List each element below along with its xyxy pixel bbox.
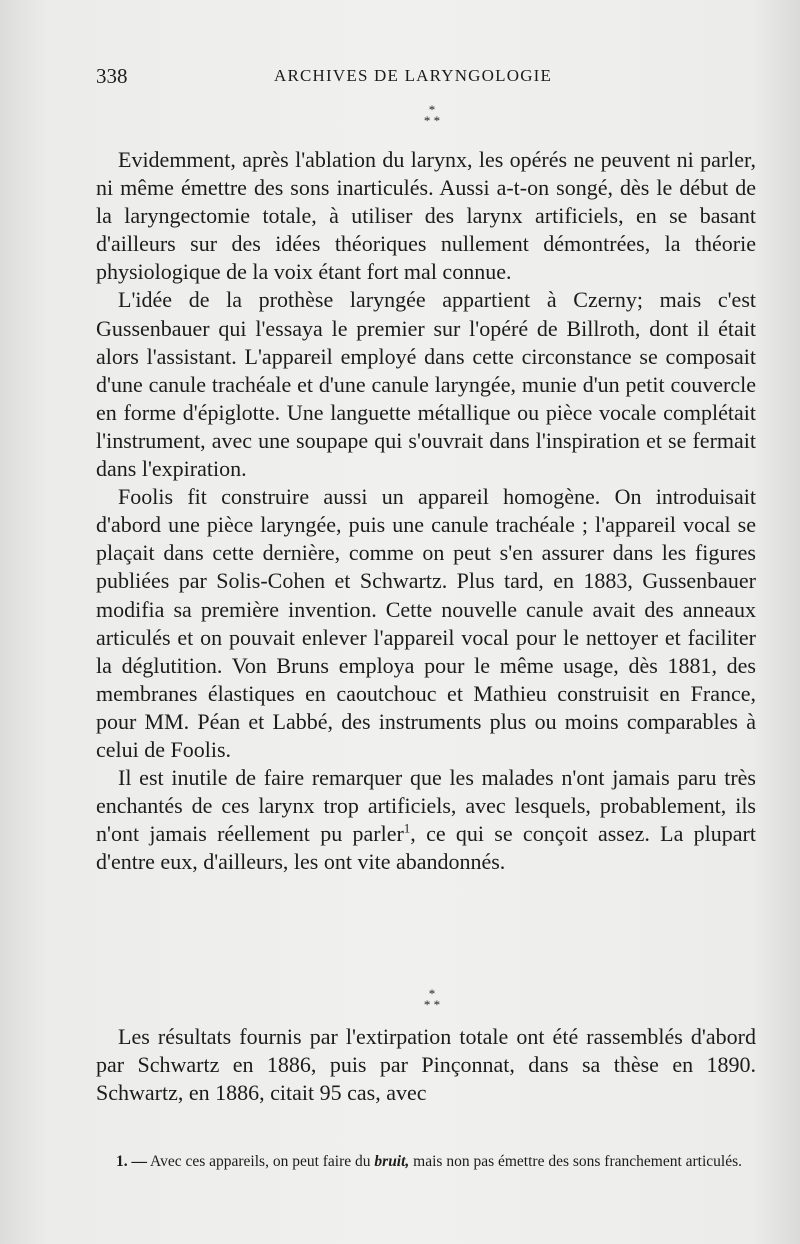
paragraph	[96, 764, 756, 876]
page-header	[96, 64, 740, 94]
body-text-section-1	[96, 146, 756, 876]
footnote-text: Avec ces appareils, on peut faire du	[150, 1153, 371, 1170]
running-title: ARCHIVES DE LARYNGOLOGIE	[274, 66, 553, 85]
footnote-text: mais non pas émettre des sons franchement articulés.	[413, 1153, 743, 1170]
paragraph: Evidemment, après l'ablation du larynx, les opérés ne peuvent ni parler, ni même émettre des sons inarticulés. Aussi a-t-on songé, dès le début de la laryngectomie totale, à utiliser des larynx artificiels, en se basant d'ailleurs sur des idées théoriques nullement démontrées, la théorie physiologique de la voix étant fort mal connue.	[96, 147, 756, 285]
footnote-marker: 1. —	[116, 1153, 147, 1170]
paragraph: L'idée de la prothèse laryngée appartient à Czerny; mais c'est Gussenbauer qui l'essaya le premier sur l'opéré de Billroth, dont il était alors l'assistant. L'appareil employé dans cette circonstance se composait d'une canule trachéale et d'une canule laryngée, munie d'un petit couvercle en forme d'épiglotte. Une languette métallique ou pièce vocale complétait l'instrument, avec une soupape qui s'ouvrait dans l'inspiration et se fermait dans l'expiration.	[96, 287, 756, 482]
footnote-reference: 1	[403, 820, 411, 836]
section-asterism	[114, 104, 750, 126]
paragraph-text: Il est inutile de faire remarquer que les malades n'ont jamais paru très enchantés de ces larynx trop artificiels, avec lesquels, probablement, ils n'ont jamais réellement pu parler	[96, 765, 756, 847]
asterism-bottom: * *	[423, 997, 441, 1012]
body-text-section-2	[96, 1023, 756, 1107]
paragraph: Les résultats fournis par l'extirpation totale ont été rassemblés d'abord par Schwartz en 1886, puis par Pinçonnat, dans sa thèse en 1890. Schwartz, en 1886, citait 95 cas, avec	[96, 1024, 756, 1106]
section-asterism	[114, 988, 750, 1010]
asterism-bottom: * *	[423, 113, 441, 128]
paragraph-text: , ce qui se conçoit assez. La plupart d'entre eux, d'ailleurs, les ont vite abandonnés.	[96, 821, 756, 875]
asterism-top: *	[428, 102, 436, 117]
page-number: 338	[96, 64, 128, 88]
paragraph: Foolis fit construire aussi un appareil homogène. On introduisait d'abord une pièce laryngée, puis une canule trachéale ; l'appareil vocal se plaçait dans cette dernière, comme on peut s'en assurer dans les figures publiées par Solis-Cohen et Schwartz. Plus tard, en 1883, Gussenbauer modifia sa première invention. Cette nouvelle canule avait des anneaux articulés et on pouvait enlever l'appareil vocal pour le nettoyer et faciliter la déglutition. Von Bruns employa pour le même usage, dès 1881, des membranes élastiques en caoutchouc et Mathieu construisit en France, pour MM. Péan et Labbé, des instruments plus ou moins comparables à celui de Foolis.	[96, 484, 756, 762]
asterism-top: *	[428, 986, 436, 1001]
footnote	[96, 1151, 756, 1172]
footnote-emphasis: bruit,	[374, 1153, 410, 1170]
